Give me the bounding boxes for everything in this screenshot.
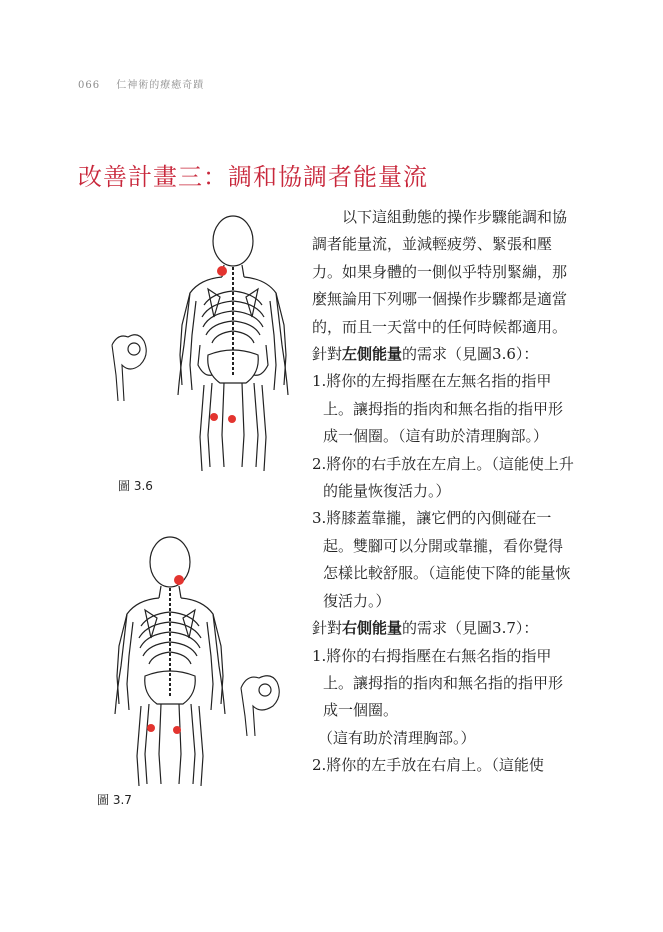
right-step-1-note: （這有助於清理胸部。）	[318, 728, 476, 747]
running-header	[78, 76, 204, 91]
right-knee-point	[173, 726, 181, 734]
figure-3-7	[95, 528, 305, 813]
skeleton-back-illustration	[100, 205, 300, 475]
left-section-heading: 針對左側能量的需求（見圖3.6）：	[312, 345, 539, 364]
figure-caption: 圖 3.7	[97, 793, 132, 807]
chapter-title: 改善計畫三：調和協調者能量流	[78, 163, 428, 191]
body-text	[312, 204, 574, 780]
right-step-2: 2.將你的左手放在右肩上。（這能使	[312, 756, 544, 775]
right-step-1: 1.將你的右拇指壓在右無名指的指甲上。讓拇指的指肉和無名指的指甲形成一個圈。	[312, 646, 564, 720]
upper-back-point	[217, 266, 227, 276]
figure-3-6	[100, 205, 300, 495]
left-knee-point	[147, 724, 155, 732]
left-step-1: 1.將你的左拇指壓在左無名指的指甲上。讓拇指的指肉和無名指的指甲形成一個圈。（這有助於清理胸部。）	[312, 372, 564, 446]
left-knee-point	[210, 413, 218, 421]
right-energy-emphasis: 右側能量	[342, 619, 403, 638]
page-number: 066	[78, 80, 101, 91]
upper-back-point	[174, 575, 184, 585]
left-step-2: 2.將你的右手放在左肩上。（這能使上升的能量恢復活力。）	[312, 454, 574, 501]
figure-caption: 圖 3.6	[118, 479, 153, 493]
skeleton-back-illustration	[95, 528, 305, 790]
left-step-3: 3.將膝蓋靠攏，讓它們的內側碰在一起。雙腳可以分開或靠攏，看你覺得怎樣比較舒服。（這能使下降的能量恢復活力。）	[312, 509, 571, 610]
right-section-heading: 針對右側能量的需求（見圖3.7）：	[312, 619, 539, 638]
book-title: 仁神術的療癒奇蹟	[116, 80, 205, 91]
intro-paragraph: 以下這組動態的操作步驟能調和協調者能量流，並減輕疲勞、緊張和壓力。如果身體的一側似乎特別緊繃，那麼無論用下列哪一個操作步驟都是適當的，而且一天當中的任何時候都適用。	[312, 208, 568, 336]
right-knee-point	[228, 415, 236, 423]
left-energy-emphasis: 左側能量	[342, 345, 403, 364]
